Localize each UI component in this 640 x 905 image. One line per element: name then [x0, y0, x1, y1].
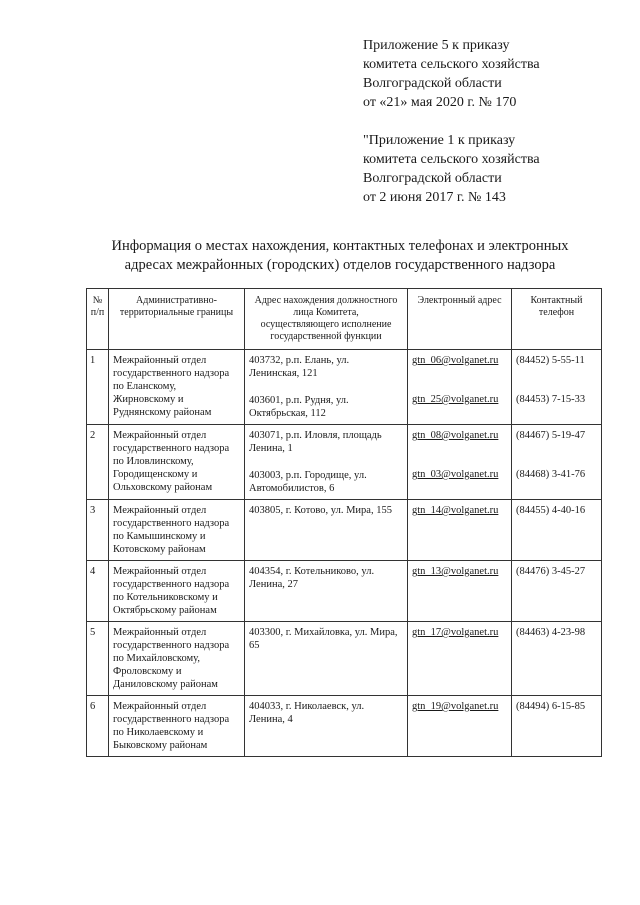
- department-line: Даниловскому районам: [113, 679, 218, 690]
- header-text: государственной функции: [270, 331, 382, 342]
- row-number: 2: [90, 430, 96, 441]
- address-line: 403805, г. Котово, ул. Мира, 155: [249, 505, 392, 516]
- appendix-1-header: [363, 131, 623, 207]
- title-line: адресах межрайонных (городских) отделов государственного надзора: [124, 257, 556, 273]
- address-line: 403003, р.п. Городище, ул.: [249, 470, 367, 481]
- address-line: 403732, р.п. Елань, ул.: [249, 355, 350, 366]
- department-line: по Михайловскому,: [113, 653, 200, 664]
- email-cell: [408, 622, 512, 696]
- email-link[interactable]: gtn_03@volganet.ru: [412, 469, 499, 480]
- department-cell: [109, 696, 245, 757]
- department-line: Жирновскому и: [113, 394, 184, 405]
- row-number-cell: [87, 425, 109, 500]
- address-line: Ленина, 4: [249, 714, 293, 725]
- department-line: государственного надзора: [113, 368, 230, 379]
- row-number-cell: [87, 500, 109, 561]
- email-link[interactable]: gtn_06@volganet.ru: [412, 355, 499, 366]
- email-link[interactable]: gtn_17@volganet.ru: [412, 627, 499, 638]
- email-link[interactable]: gtn_19@volganet.ru: [412, 701, 499, 712]
- appendix-5-header: [363, 36, 623, 112]
- header-text: лица Комитета,: [293, 307, 359, 318]
- header-text: п/п: [90, 307, 105, 318]
- table-row: [87, 561, 602, 622]
- address-entry: [249, 565, 403, 591]
- header-text: №: [92, 295, 103, 306]
- address-cell: [245, 622, 408, 696]
- phone-number: (84463) 4-23-98: [516, 627, 586, 638]
- department-line: по Котельниковскому и: [113, 592, 218, 603]
- departments-table: [86, 288, 602, 757]
- department-cell: [109, 425, 245, 500]
- row-number: 4: [90, 566, 96, 577]
- header-text: Адрес нахождения должностного: [254, 295, 398, 306]
- department-line: Октябрьскому районам: [113, 605, 217, 616]
- address-line: 65: [249, 640, 260, 651]
- header-line: "Приложение 1 к приказу: [363, 133, 516, 148]
- header-line: Волгоградской области: [363, 76, 502, 91]
- department-line: Котовскому районам: [113, 544, 206, 555]
- address-entry: [249, 700, 403, 726]
- department-line: по Камышинскому и: [113, 531, 206, 542]
- header-number: [87, 289, 109, 350]
- phone-number: (84467) 5-19-47: [516, 430, 586, 441]
- table-row: [87, 696, 602, 757]
- department-line: государственного надзора: [113, 579, 230, 590]
- table-body: [87, 350, 602, 757]
- row-number: 3: [90, 505, 96, 516]
- header-line: Волгоградской области: [363, 171, 502, 186]
- header-line: комитета сельского хозяйства: [363, 152, 540, 167]
- header-text: территориальные границы: [119, 307, 234, 318]
- address-line: Октябрьская, 112: [249, 408, 326, 419]
- department-cell: [109, 500, 245, 561]
- header-line: от «21» мая 2020 г. № 170: [363, 95, 517, 110]
- department-line: государственного надзора: [113, 518, 230, 529]
- header-text: телефон: [538, 307, 575, 318]
- department-line: Быковскому районам: [113, 740, 208, 751]
- phone-cell: [512, 425, 602, 500]
- header-text: Административно-: [136, 295, 217, 306]
- phone-cell: [512, 350, 602, 425]
- table-row: [87, 425, 602, 500]
- header-text: Контактный: [530, 295, 583, 306]
- department-line: государственного надзора: [113, 640, 230, 651]
- department-line: Руднянскому районам: [113, 407, 212, 418]
- department-line: государственного надзора: [113, 443, 230, 454]
- address-line: 403601, р.п. Рудня, ул.: [249, 395, 349, 406]
- phone-cell: [512, 561, 602, 622]
- address-line: 403071, р.п. Иловля, площадь: [249, 430, 382, 441]
- address-entry: [249, 429, 403, 455]
- phone-number: (84455) 4-40-16: [516, 505, 586, 516]
- email-cell: [408, 696, 512, 757]
- table-row: [87, 500, 602, 561]
- document-title: [40, 237, 640, 275]
- address-line: 403300, г. Михайловка, ул. Мира,: [249, 627, 398, 638]
- title-line: Информация о местах нахождения, контактных телефонах и электронных: [111, 238, 569, 254]
- department-line: Межрайонный отдел: [113, 701, 207, 712]
- address-line: 404354, г. Котельниково, ул.: [249, 566, 375, 577]
- department-line: Межрайонный отдел: [113, 430, 207, 441]
- table-row: [87, 622, 602, 696]
- address-cell: [245, 500, 408, 561]
- header-line: комитета сельского хозяйства: [363, 57, 540, 72]
- email-link[interactable]: gtn_25@volganet.ru: [412, 394, 499, 405]
- table-header-row: [87, 289, 602, 350]
- header-line: от 2 июня 2017 г. № 143: [363, 190, 506, 205]
- address-line: Ленинская, 121: [249, 368, 318, 379]
- row-number-cell: [87, 622, 109, 696]
- department-cell: [109, 350, 245, 425]
- email-cell: [408, 500, 512, 561]
- phone-number: (84468) 3-41-76: [516, 469, 586, 480]
- email-link[interactable]: gtn_14@volganet.ru: [412, 505, 499, 516]
- row-number-cell: [87, 696, 109, 757]
- header-email: [408, 289, 512, 350]
- header-address: [245, 289, 408, 350]
- phone-cell: [512, 696, 602, 757]
- department-cell: [109, 622, 245, 696]
- department-line: государственного надзора: [113, 714, 230, 725]
- header-text: Электронный адрес: [417, 295, 502, 306]
- phone-number: (84453) 7-15-33: [516, 394, 586, 405]
- row-number: 6: [90, 701, 96, 712]
- address-entry: [249, 394, 403, 420]
- address-cell: [245, 425, 408, 500]
- header-phone: [512, 289, 602, 350]
- address-entry: [249, 469, 403, 495]
- phone-number: (84494) 6-15-85: [516, 701, 586, 712]
- header-territory: [109, 289, 245, 350]
- address-cell: [245, 696, 408, 757]
- row-number: 1: [90, 355, 96, 366]
- address-entry: [249, 504, 403, 517]
- email-link[interactable]: gtn_13@volganet.ru: [412, 566, 499, 577]
- department-line: по Николаевскому и: [113, 727, 204, 738]
- address-entry: [249, 626, 403, 652]
- email-cell: [408, 350, 512, 425]
- department-line: Фроловскому и: [113, 666, 182, 677]
- address-line: 404033, г. Николаевск, ул.: [249, 701, 365, 712]
- row-number: 5: [90, 627, 96, 638]
- address-line: Ленина, 27: [249, 579, 298, 590]
- header-line: Приложение 5 к приказу: [363, 38, 510, 53]
- department-line: Межрайонный отдел: [113, 566, 207, 577]
- department-line: Межрайонный отдел: [113, 355, 207, 366]
- address-line: Автомобилистов, 6: [249, 483, 335, 494]
- department-line: Межрайонный отдел: [113, 627, 207, 638]
- phone-number: (84452) 5-55-11: [516, 355, 585, 366]
- row-number-cell: [87, 561, 109, 622]
- department-line: Межрайонный отдел: [113, 505, 207, 516]
- email-cell: [408, 561, 512, 622]
- row-number-cell: [87, 350, 109, 425]
- department-line: по Иловлинскому,: [113, 456, 194, 467]
- phone-cell: [512, 622, 602, 696]
- phone-number: (84476) 3-45-27: [516, 566, 586, 577]
- phone-cell: [512, 500, 602, 561]
- address-entry: [249, 354, 403, 380]
- email-link[interactable]: gtn_08@volganet.ru: [412, 430, 499, 441]
- department-line: Ольховскому районам: [113, 482, 213, 493]
- department-line: по Еланскому,: [113, 381, 177, 392]
- address-cell: [245, 350, 408, 425]
- email-cell: [408, 425, 512, 500]
- address-line: Ленина, 1: [249, 443, 293, 454]
- department-line: Городищенскому и: [113, 469, 198, 480]
- header-text: осуществляющего исполнение: [260, 319, 392, 330]
- department-cell: [109, 561, 245, 622]
- table-row: [87, 350, 602, 425]
- address-cell: [245, 561, 408, 622]
